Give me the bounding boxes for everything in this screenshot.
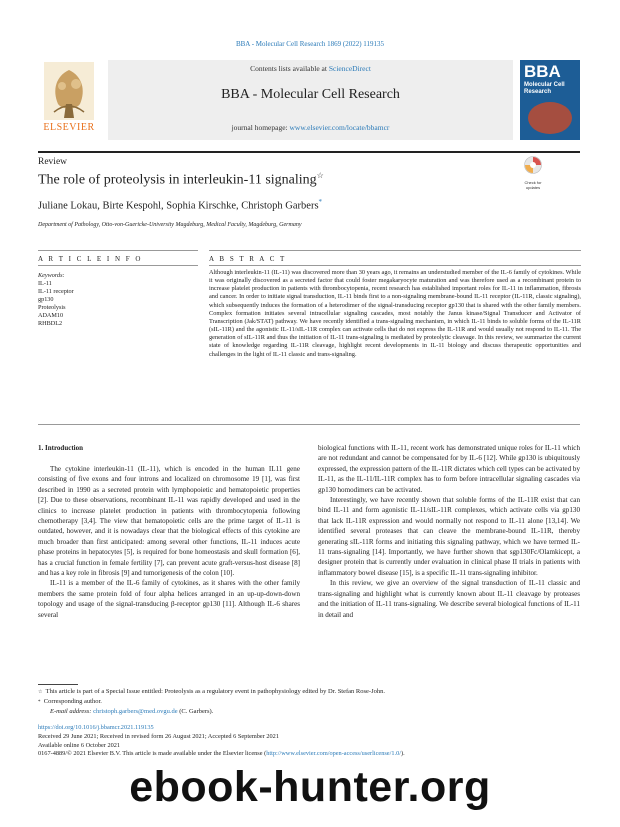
article-title-text: The role of proteolysis in interleukin-11 signaling bbox=[38, 172, 317, 188]
email-label: E-mail address: bbox=[50, 708, 92, 715]
article-title bbox=[38, 171, 324, 189]
cover-art bbox=[528, 102, 572, 134]
intro-paragraph: In this review, we give an overview of the signal transduction of IL-11 classic and trans-signaling and highlight what is currently known about IL-11 cleavage by proteases and the initiation of IL-11 trans-signaling. We describe several biological functions of IL-11 in detail and bbox=[318, 579, 580, 619]
journal-header bbox=[38, 60, 580, 148]
abstract-rule-bottom bbox=[209, 265, 581, 266]
affiliation: Department of Pathology, Otto-von-Guericke-University Magdeburg, Medical Faculty, Magdeburg, Germany bbox=[38, 222, 302, 228]
abstract-end-rule bbox=[38, 424, 580, 425]
journal-panel bbox=[108, 60, 513, 140]
sciencedirect-link[interactable]: ScienceDirect bbox=[328, 64, 371, 73]
abstract-text: Although interleukin-11 (IL-11) was discovered more than 30 years ago, it remains an understudied member of the IL-6 family of cytokines. While it was originally discovered as a secreted factor that could foster megakaryocyte maturation and was therefore used as a recombinant protein to increase platelet production in patients with thrombocytopenia, recent research has established important roles for IL-11 in inflammation, fibrosis and cancer. In order to initiate signal transduction, IL-11 binds first to a non-signaling membrane-bound IL-11 receptor (IL-11R, classic signaling), which subsequently induces the formation of a heterodimer of the signal-transducing receptor gp130 that is shared with the other family members. Complex formation initiates several intracellular signaling cascades, most notably the Janus kinase/Signal Transducer and Activator of Transcription (Jak/STAT) pathway. We have recently identified a trans-signaling mechanism, in which IL-11 binds to soluble forms of the IL-11R (sIL-11R) and the agonistic IL-11/sIL-11R complex can activate cells that do not express the IL-11R and would usually not respond to IL-11. The generation of sIL-11R and thus the initiation of IL-11 trans-signaling is mediated by proteolytic cleavage. In this review, we summarize the current state of knowledge regarding IL-11R cleavage, highlight recent developments in IL-11 biology and discuss therapeutic opportunities and challenges in the light of IL-11 classic and trans-signaling. bbox=[209, 269, 581, 358]
license-line bbox=[38, 750, 405, 759]
keywords-label: Keywords: bbox=[38, 272, 65, 279]
homepage-line bbox=[108, 123, 513, 132]
footnote-special-issue: ☆ This article is part of a Special Issue entitled: Proteolysis as a regulatory event in pathophysiology edited by Dr. Stefan Rose-John. bbox=[38, 688, 385, 695]
watermark-text: ebook-hunter.org bbox=[129, 763, 491, 811]
available-online: Available online 6 October 2021 bbox=[38, 741, 121, 749]
keyword-item: IL-11 bbox=[38, 280, 52, 287]
license-prefix: 0167-4889/© 2021 Elsevier B.V. This article is made available under the Elsevier license ( bbox=[38, 750, 267, 758]
author-footnote-mark[interactable]: * bbox=[318, 198, 323, 206]
journal-title: BBA - Molecular Cell Research bbox=[221, 87, 400, 102]
keyword-item: IL-11 receptor bbox=[38, 288, 74, 295]
publisher-logo-text: ELSEVIER bbox=[43, 122, 95, 133]
abstract-heading: A B S T R A C T bbox=[209, 255, 287, 263]
abstract-rule-top bbox=[209, 250, 581, 251]
introduction-heading: 1. Introduction bbox=[38, 444, 83, 452]
special-issue-text: This article is part of a Special Issue entitled: Proteolysis as a regulatory event in pathophysiology edited by Dr. Stefan Rose-John. bbox=[45, 688, 385, 695]
keyword-item: ADAM10 bbox=[38, 312, 64, 319]
cover-bba: BBA bbox=[524, 62, 561, 81]
check-for-updates-badge[interactable] bbox=[520, 155, 546, 190]
article-footer bbox=[38, 724, 405, 759]
intro-paragraph: IL-11 is a member of the IL-6 family of cytokines, as it shares with the other family members the same protein fold of four alpha helices arranged in an up-up-down-down topology and usage of the signal-transducing β-receptor gp130 [11]. Although IL-6 shares several bbox=[38, 579, 300, 619]
left-column bbox=[38, 464, 300, 620]
intro-paragraph: biological functions with IL-11, recent work has demonstrated unique roles for IL-11 which are not redundant and cannot be compensated for by IL-6 [12]. While gp130 is ubiquitously expressed, the expression pattern of the IL-11R dictates which cell types can be activated by IL-11, as the IL-11/IL-11R complex has to form before intracellular signaling cascades via gp130 homodimers can be activated. bbox=[318, 444, 580, 494]
right-column bbox=[318, 443, 580, 620]
email-suffix: (C. Garbers). bbox=[179, 708, 214, 715]
crossmark-icon bbox=[520, 155, 546, 175]
intro-paragraph: Interestingly, we have recently shown that soluble forms of the IL-11R exist that can bind IL-11 and form agonistic IL-11/sIL-11R complexes, which activate cells via gp130 that lack IL-11R expression and would normally not respond to IL-11 alone [13,14]. We identified several proteases that can cleave the membrane-bound IL-11R, thereby generating sIL-11R forms and initiating this signaling pathway, which we have termed IL-11 trans-signaling [14]. Importantly, we have further shown that sgp130Fc/Olamkicept, a designer protein that is currently under evaluation in clinical phase II trials in patients with inflammatory bowel disease [15], is a specific IL-11 trans-signaling inhibitor. bbox=[318, 496, 580, 577]
journal-cover bbox=[520, 60, 580, 140]
running-header: BBA - Molecular Cell Research 1869 (2022) 119135 bbox=[235, 40, 385, 48]
keywords-block bbox=[38, 272, 74, 328]
homepage-link[interactable]: www.elsevier.com/locate/bbamcr bbox=[289, 123, 390, 132]
license-link[interactable]: http://www.elsevier.com/open-access/userlicense/1.0/ bbox=[266, 750, 401, 758]
license-suffix: ). bbox=[400, 750, 405, 758]
article-info-rule-bottom bbox=[38, 265, 198, 266]
crossmark-label-1: Check for bbox=[524, 180, 542, 185]
footnote-rule bbox=[38, 684, 78, 685]
contents-line bbox=[108, 64, 513, 73]
article-info-rule-top bbox=[38, 250, 198, 251]
homepage-prefix: journal homepage: bbox=[231, 123, 290, 132]
keyword-item: RHBDL2 bbox=[38, 320, 63, 327]
authors bbox=[38, 198, 322, 212]
keyword-item: Proteolysis bbox=[38, 304, 66, 311]
footnote-corresponding: * Corresponding author. bbox=[38, 698, 102, 705]
article-type: Review bbox=[38, 157, 68, 167]
footnotes bbox=[38, 687, 385, 716]
intro-paragraph: The cytokine interleukin-11 (IL-11), which is encoded in the human IL11 gene consisting of five exons and four introns and localized on chromosome 19 [1], was first described in 1990 as a secreted protein with lymphopoietic and hematopoietic properties [2]. Due to these observations, recombinant IL-11 was rapidly developed and used in the clinics to increase platelet production in patients with thrombocytopenia following chemotherapy [3,4]. The view that hematopoietic cells are the prime target of IL-11 is outdated, however, and it is nowadays clear that the biological effects of this cytokine are much broader than first anticipated: among several other functions, IL-11 induces acute phase proteins in hepatocytes [5], is required for bone homeostasis and skull formation [6], has a crucial function in female fertility [7], can prevent acute graft-versus-host disease [8] and has a key role in fibrosis [9] and tumorigenesis of the colon [10]. bbox=[38, 465, 300, 578]
crossmark-label-2: updates bbox=[525, 185, 541, 190]
cover-line-3: Research bbox=[524, 89, 552, 95]
header-rule bbox=[38, 151, 580, 153]
email-link[interactable]: christoph.garbers@med.ovgu.de bbox=[93, 708, 178, 715]
doi-link[interactable]: https://doi.org/10.1016/j.bbamcr.2021.119135 bbox=[38, 724, 154, 731]
cover-line-2: Molecular Cell bbox=[524, 82, 565, 88]
contents-prefix: Contents lists available at bbox=[250, 64, 329, 73]
received-dates: Received 29 June 2021; Received in revised form 26 August 2021; Accepted 6 September 2021 bbox=[38, 732, 279, 740]
title-footnote-mark[interactable]: ☆ bbox=[316, 171, 324, 180]
keyword-item: gp130 bbox=[38, 296, 54, 303]
footnote-email bbox=[38, 707, 385, 716]
elsevier-logo bbox=[38, 60, 100, 138]
article-info-heading: A R T I C L E I N F O bbox=[38, 255, 143, 263]
author-list: Juliane Lokau, Birte Kespohl, Sophia Kirschke, Christoph Garbers bbox=[38, 200, 319, 212]
corresponding-text: Corresponding author. bbox=[43, 698, 102, 705]
